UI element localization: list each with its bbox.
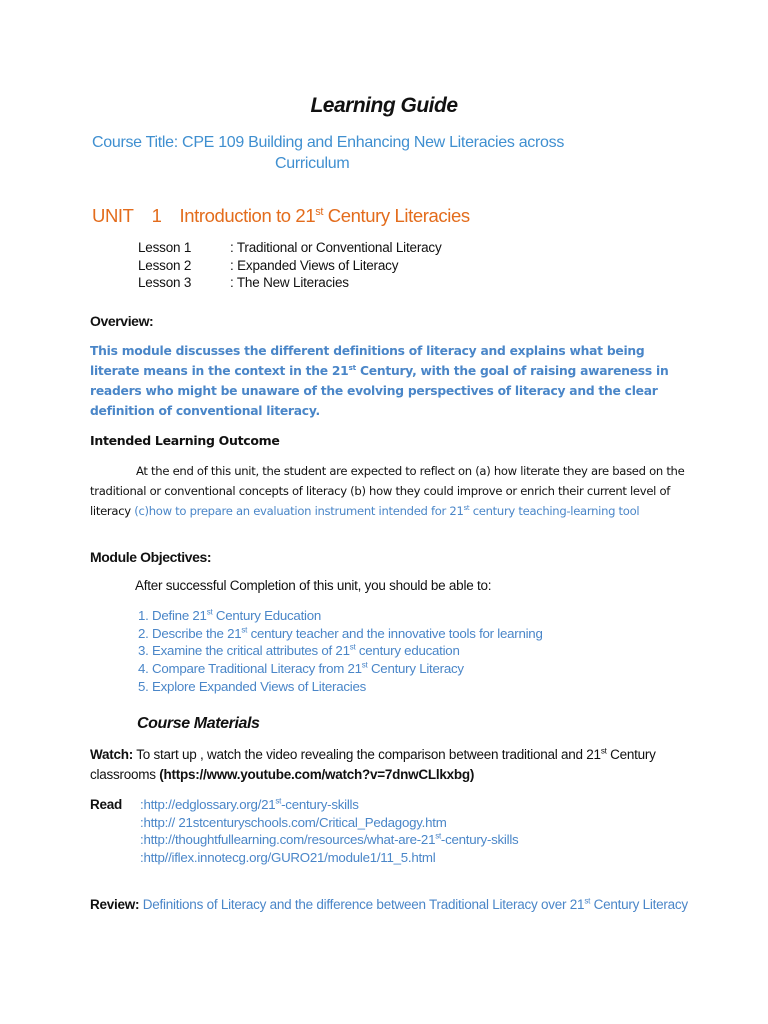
document-title: Learning Guide bbox=[310, 94, 458, 117]
course-materials-heading: Course Materials bbox=[137, 715, 260, 732]
watch-line-2: classrooms (https://www.youtube.com/watch?v=7dnwCLlkxbg) bbox=[90, 767, 475, 782]
unit-title: Introduction to 21st Century Literacies bbox=[179, 205, 470, 226]
course-title-line-1: Course Title: CPE 109 Building and Enhancing New Literacies across bbox=[92, 134, 565, 151]
lesson-row bbox=[138, 275, 349, 290]
read-link[interactable]: :http:// 21stcenturyschools.com/Critical_Pedagogy.htm bbox=[140, 814, 447, 830]
objectives-heading: Module Objectives: bbox=[90, 549, 212, 565]
lesson-row bbox=[138, 258, 398, 273]
ilo-heading: Intended Learning Outcome bbox=[90, 433, 280, 448]
overview-text: This module discusses the different definitions of literacy and explains what being literate means in the context in the 21st Century, with the goal of raising awareness in readers who might be unaware of the evolving perspectives of literacy and the clear definition of conventional literacy. bbox=[90, 344, 669, 418]
objective-item: 4. Compare Traditional Literacy from 21st Century Literacy bbox=[138, 660, 464, 677]
lesson-name: Lesson 3 bbox=[138, 275, 192, 290]
lesson-row bbox=[138, 240, 442, 255]
read-link[interactable]: :http//iflex.innotecg.org/GURO21/module1/11_5.html bbox=[140, 850, 436, 866]
ilo-blue-text: (c)how to prepare an evaluation instrument intended for 21st century teaching-learning tool bbox=[134, 504, 640, 518]
watch-line-1: Watch: To start up , watch the video revealing the comparison between traditional and 21st Century bbox=[90, 746, 656, 762]
review-label: Review: bbox=[90, 897, 140, 912]
objective-item: 1. Define 21st Century Education bbox=[138, 607, 322, 623]
lesson-title: : Traditional or Conventional Literacy bbox=[230, 240, 442, 255]
read-link[interactable]: :http://edglossary.org/21st-century-skills bbox=[140, 796, 359, 812]
objective-item: 3. Examine the critical attributes of 21st century education bbox=[138, 642, 460, 659]
lesson-name: Lesson 1 bbox=[138, 240, 192, 255]
read-label: Read bbox=[90, 797, 123, 812]
unit-number: 1 bbox=[151, 205, 162, 226]
course-title-line-2: Curriculum bbox=[275, 155, 350, 172]
objectives-list bbox=[138, 607, 543, 695]
objective-item: 5. Explore Expanded Views of Literacies bbox=[138, 678, 367, 694]
review-text: Definitions of Literacy and the difference between Traditional Literacy over 21st Century Literacy bbox=[139, 896, 688, 912]
ilo-text: At the end of this unit, the student are expected to reflect on (a) how literate they are based on the traditional or conventional concepts of literacy (b) how they could improve or enrich their current level of literacy (c)how to prepare an evaluation instrument intended for 21st century teaching-learning tool bbox=[90, 464, 685, 518]
review-line bbox=[90, 897, 688, 912]
unit-label: UNIT bbox=[92, 205, 134, 226]
lesson-title: : The New Literacies bbox=[230, 275, 349, 290]
watch-label: Watch: bbox=[90, 747, 133, 762]
overview-heading: Overview: bbox=[90, 313, 154, 329]
read-link[interactable]: :http://thoughtfullearning.com/resources/what-are-21st-century-skills bbox=[140, 831, 519, 848]
video-link[interactable]: (https://www.youtube.com/watch?v=7dnwCLlkxbg) bbox=[159, 767, 475, 782]
lesson-name: Lesson 2 bbox=[138, 258, 192, 273]
objectives-intro: After successful Completion of this unit, you should be able to: bbox=[135, 578, 492, 593]
lesson-title: : Expanded Views of Literacy bbox=[230, 258, 399, 273]
objective-item: 2. Describe the 21st century teacher and the innovative tools for learning bbox=[138, 625, 543, 641]
read-links bbox=[140, 796, 518, 867]
unit-heading bbox=[92, 205, 470, 227]
